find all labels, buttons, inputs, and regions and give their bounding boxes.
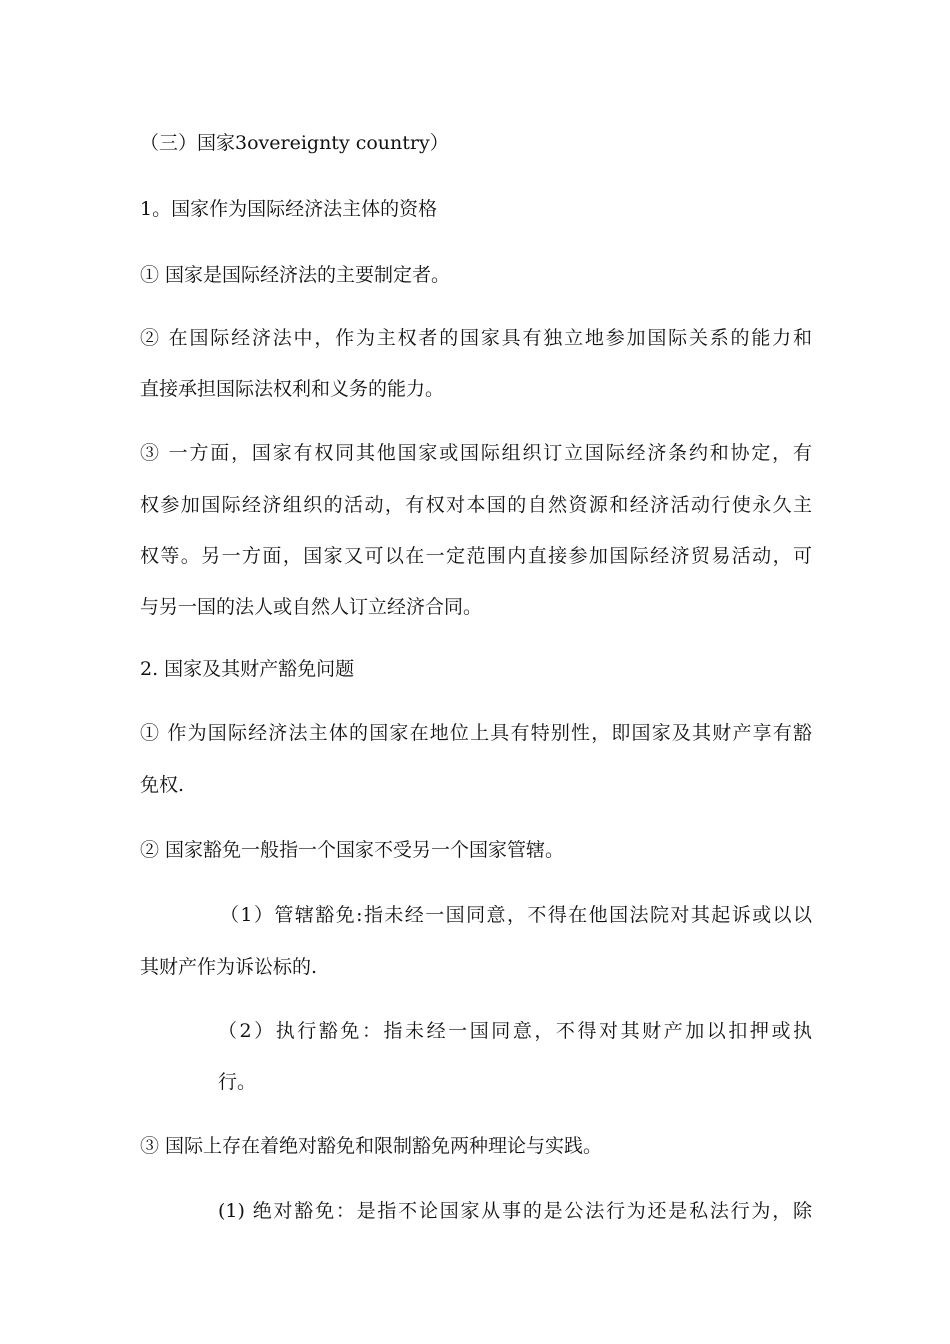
- paragraph-1-1: ① 国家是国际经济法的主要制定者。: [140, 264, 451, 286]
- paragraph-1-3-line-3: 权等。另一方面，国家又可以在一定范围内直接参加国际经济贸易活动，可: [140, 545, 812, 567]
- paragraph-2-2-a-line-2: 其财产作为诉讼标的.: [140, 956, 318, 978]
- paragraph-2-2: ② 国家豁免一般指一个国家不受另一个国家管辖。: [140, 839, 565, 861]
- subsection-title-1: 1。国家作为国际经济法主体的资格: [140, 198, 438, 220]
- paragraph-2-1-line-2: 免权.: [140, 774, 185, 796]
- paragraph-2-2-a-line-1: （1）管辖豁免:指未经一国同意，不得在他国法院对其起诉或以以: [220, 904, 812, 926]
- paragraph-1-3-line-4: 与另一国的法人或自然人订立经济合同。: [140, 596, 483, 618]
- paragraph-1-2-line-1: ② 在国际经济法中，作为主权者的国家具有独立地参加国际关系的能力和: [140, 327, 812, 349]
- paragraph-2-2-b-line-2: 行。: [218, 1071, 257, 1093]
- paragraph-2-2-b-line-1: （2）执行豁免：指未经一国同意，不得对其财产加以扣押或执: [218, 1020, 812, 1042]
- paragraph-1-2-line-2: 直接承担国际法权利和义务的能力。: [140, 378, 445, 400]
- paragraph-2-1-line-1: ① 作为国际经济法主体的国家在地位上具有特别性，即国家及其财产享有豁: [140, 722, 812, 744]
- paragraph-1-3-line-2: 权参加国际经济组织的活动，有权对本国的自然资源和经济活动行使永久主: [140, 494, 812, 516]
- paragraph-2-3-a-line-1: (1) 绝对豁免：是指不论国家从事的是公法行为还是私法行为，除: [218, 1200, 812, 1222]
- section-heading: （三）国家3overeignty country）: [140, 132, 449, 154]
- paragraph-1-3-line-1: ③ 一方面，国家有权同其他国家或国际组织订立国际经济条约和协定，有: [140, 442, 812, 464]
- subsection-title-2: 2. 国家及其财产豁免问题: [140, 658, 355, 680]
- paragraph-2-3: ③ 国际上存在着绝对豁免和限制豁免两种理论与实践。: [140, 1135, 603, 1157]
